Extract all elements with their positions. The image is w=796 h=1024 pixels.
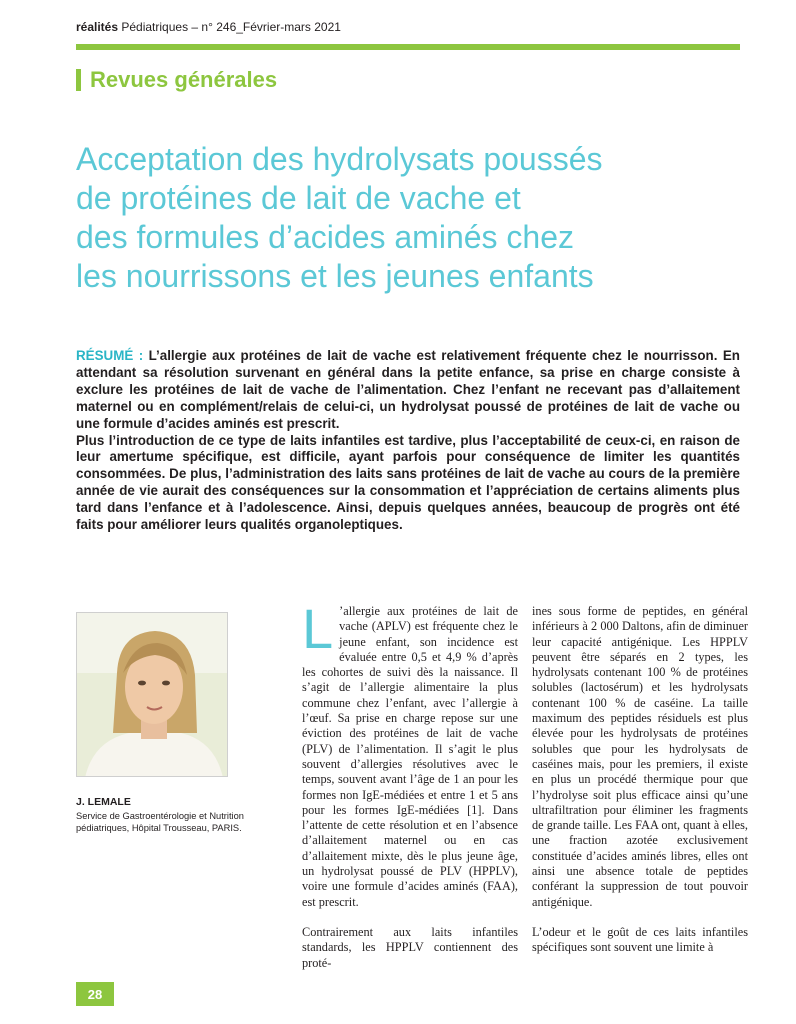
abstract-text-1: L’allergie aux protéines de lait de vache est relativement fréquente chez le nourrisson. En attendant sa résolution survenant en général dans la petite enfance, sa prise en charge consiste à exclure les protéines de lait de vache de l’alimentation. Chez l’enfant ne recevant pas d’allaitement maternel ou en complément/relais de celui-ci, un hydrolysat poussé de protéines de lait de vache ou une formule d’acides aminés est prescrit. [76, 348, 740, 431]
title-line: les nourrissons et les jeunes enfants [76, 258, 594, 294]
body-paragraph: Contrairement aux laits infantiles standards, les HPPLV contiennent des proté- [302, 924, 518, 970]
body-column-2 [532, 604, 748, 956]
title-line: de protéines de lait de vache et [76, 180, 521, 216]
author-photo [76, 612, 228, 777]
section-marker [76, 69, 81, 91]
drop-cap: L [302, 597, 334, 660]
section-heading [76, 66, 277, 94]
body-paragraph: ’allergie aux protéines de lait de vache (APLV) est fréquente chez le jeune enfant, son incidence est évaluée entre 0,5 et 4,9 % d’après les cohortes de suivi dès la naissance. Il s’agit de l’allergie alimentaire la plus commune chez l’enfant, avec l’allergie à l’œuf. Sa prise en charge repose sur une éviction des protéines de lait de vache (PLV) de l’alimentation. Il s’agit le plus souvent d’allergies résolutives avec le temps, souvent avant l’âge de 1 an pour les formes non IgE-médiées et entre 1 et 5 ans pour les formes IgE-médiées [1]. Dans l’attente de cette résolution et en l’absence d’allaitement maternel ou en cas d’allaitement mixte, dès le plus jeune âge, un hydrolysat poussé de PLV (HPPLV), voire une formule d’acides aminés (FAA), est prescrit. [302, 604, 518, 909]
abstract-paragraph-1 [76, 348, 740, 433]
page-number: 28 [76, 982, 114, 1006]
author-name: J. LEMALE [76, 796, 131, 808]
abstract-label: RÉSUMÉ : [76, 348, 144, 363]
journal-issue: Pédiatriques – n° 246_Février-mars 2021 [118, 20, 341, 34]
journal-name: réalités [76, 20, 119, 34]
article-title [76, 140, 756, 296]
journal-header [76, 20, 341, 34]
author-affiliation: Service de Gastroentérologie et Nutrition pédiatriques, Hôpital Trousseau, PARIS. [76, 811, 244, 833]
body-paragraph: L’odeur et le goût de ces laits infantiles spécifiques sont souvent une limite à [532, 924, 748, 955]
body-paragraph: ines sous forme de peptides, en général inférieurs à 2 000 Daltons, afin de diminuer leur capacité antigénique. Les HPPLV peuvent être séparés en 2 types, les hydrolysats contenant 100 % de protéines solubles (lactosérum) et les hydrolysats contenant 100 % de caséine. La taille maximum des peptides résiduels est plus élevée pour les hydrolysats de protéines solubles que pour les hydrolysats de caséines mais, pour les premiers, il existe en plus un procédé thermique pour que l’hydrolyse soit plus efficace ainsi qu’une ultrafiltration pour éliminer les fragments de grande taille. Les FAA ont, quant à elles, une fraction azotée exclusivement constituée d’acides aminés libres, elles ont ainsi une absence totale de peptides conférant la suppression de tout pouvoir antigénique. [532, 604, 748, 909]
title-line: des formules d’acides aminés chez [76, 219, 575, 255]
author-portrait-illustration [77, 613, 228, 777]
body-column-1 [302, 597, 518, 971]
section-title: Revues générales [90, 67, 278, 92]
abstract [76, 348, 740, 534]
abstract-paragraph-2: Plus l’introduction de ce type de laits infantiles est tardive, plus l’acceptabilité de ceux-ci, en raison de leur amertume spécifique, est difficile, ayant parfois pour conséquence de limiter les quantités consommées. De plus, l’administration des laits sans protéines de lait de vache au cours de la première année de vie aurait des conséquences sur la consommation et l’appréciation de certains aliments plus tard dans l’enfance et à l’adolescence. Ainsi, depuis quelques années, beaucoup de progrès ont été faits pour améliorer leurs qualités organoleptiques. [76, 432, 740, 533]
header-rule [76, 44, 740, 50]
title-line: Acceptation des hydrolysats poussés [76, 141, 603, 177]
